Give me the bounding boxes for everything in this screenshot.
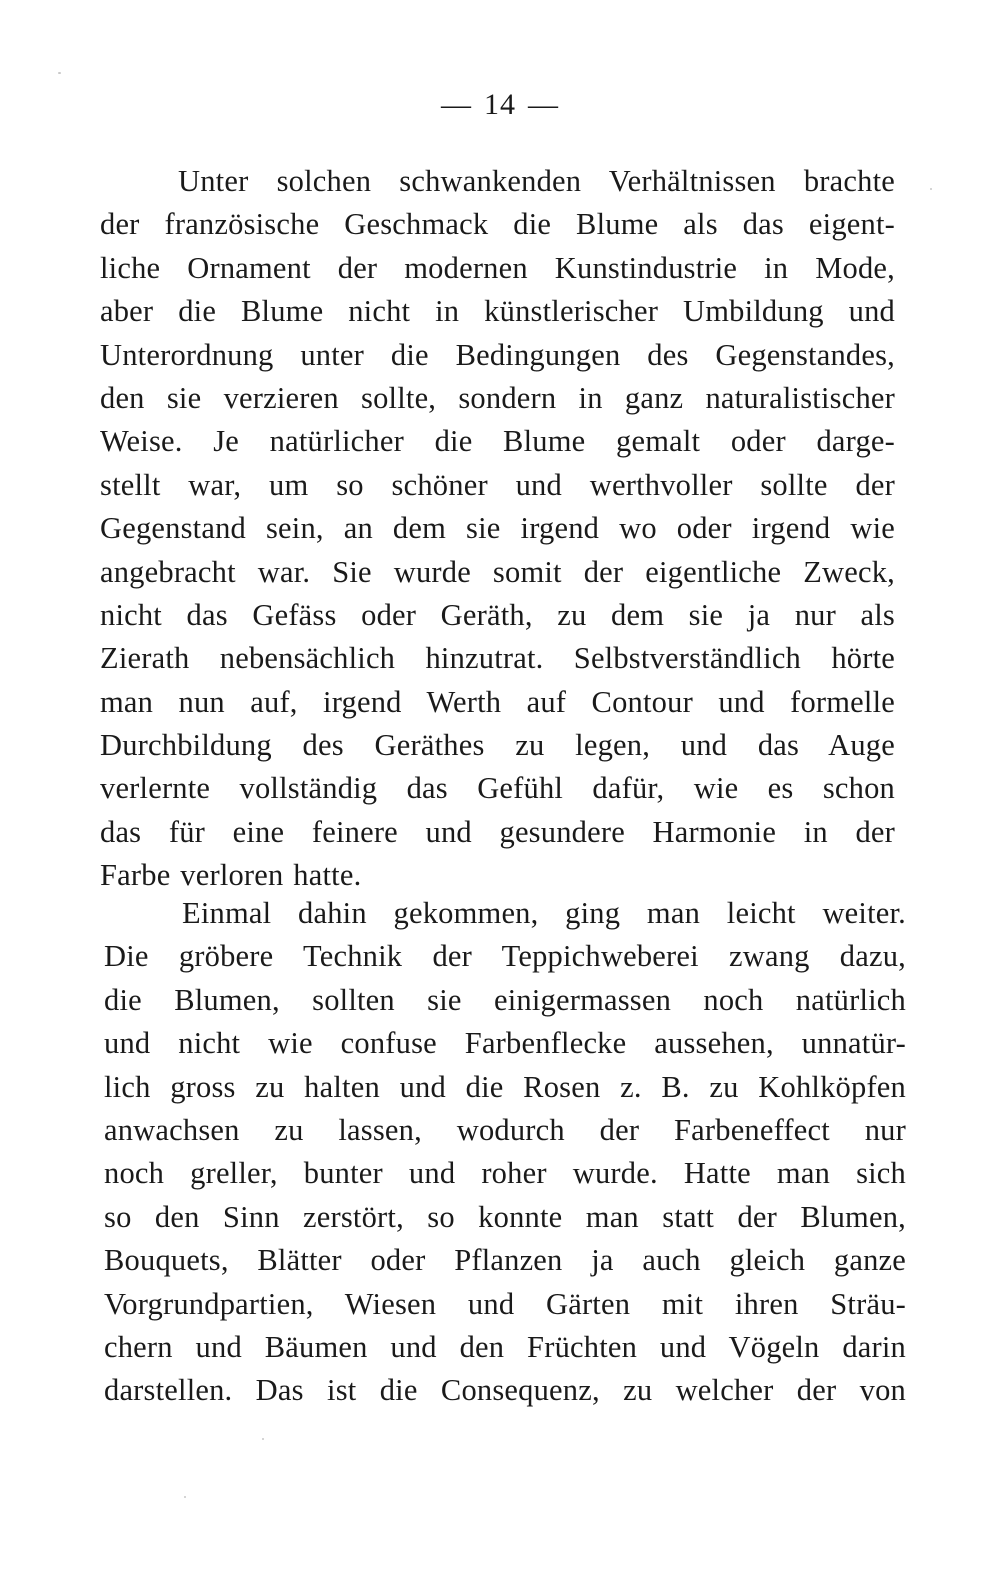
- text-line: die Blumen, sollten sie einigermassen noch natürlich: [104, 982, 906, 1017]
- text-line: den sie verzieren sollte, sondern in ganz naturalistischer: [100, 380, 895, 415]
- text-line: Zierath nebensächlich hinzutrat. Selbstverständlich hörte: [100, 641, 895, 676]
- text-line: darstellen. Das ist die Consequenz, zu welcher der von: [104, 1373, 906, 1408]
- text-line: noch greller, bunter und roher wurde. Hatte man sich: [104, 1156, 906, 1191]
- text-line: Die gröbere Technik der Teppichweberei zwang dazu,: [104, 939, 906, 974]
- text-line: der französische Geschmack die Blume als das eigent-: [100, 207, 895, 242]
- text-line: verlernte vollständig das Gefühl dafür, wie es schon: [100, 771, 895, 806]
- text-line: Unterordnung unter die Bedingungen des Gegenstandes,: [100, 337, 895, 372]
- text-line: und nicht wie confuse Farbenflecke aussehen, unnatür-: [104, 1026, 906, 1061]
- text-line: Farbe verloren hatte.: [100, 858, 362, 893]
- page-number-dash-left: —: [441, 88, 472, 121]
- text-line: Einmal dahin gekommen, ging man leicht weiter.: [182, 896, 906, 930]
- text-line: das für eine feinere und gesundere Harmonie in der: [100, 814, 895, 849]
- text-line: Bouquets, Blätter oder Pflanzen ja auch gleich ganze: [104, 1243, 906, 1278]
- text-line: aber die Blume nicht in künstlerischer Umbildung und: [100, 294, 895, 329]
- text-line: so den Sinn zerstört, so konnte man statt der Blumen,: [104, 1199, 906, 1234]
- text-line: stellt war, um so schöner und werthvoller sollte der: [100, 467, 895, 502]
- paragraph-1: [100, 160, 895, 898]
- page-number-header: [0, 88, 1000, 122]
- paper-speck: [58, 72, 61, 74]
- text-line: Unter solchen schwankenden Verhältnissen brachte: [178, 164, 895, 198]
- text-line: Durchbildung des Geräthes zu legen, und das Auge: [100, 728, 895, 763]
- paper-speck: [184, 1496, 186, 1498]
- text-line: anwachsen zu lassen, wodurch der Farbeneffect nur: [104, 1112, 906, 1147]
- paper-speck: [930, 188, 932, 190]
- text-line: Weise. Je natürlicher die Blume gemalt oder darge-: [100, 424, 895, 459]
- text-line: angebracht war. Sie wurde somit der eigentliche Zweck,: [100, 554, 895, 589]
- paragraph-2: [104, 892, 906, 1413]
- text-line: chern und Bäumen und den Früchten und Vögeln darin: [104, 1329, 906, 1364]
- page-number-dash-right: —: [528, 88, 559, 121]
- paper-speck: [262, 1438, 264, 1440]
- text-line: nicht das Gefäss oder Geräth, zu dem sie ja nur als: [100, 597, 895, 632]
- text-line: Vorgrundpartien, Wiesen und Gärten mit ihren Sträu-: [104, 1286, 906, 1321]
- text-line: liche Ornament der modernen Kunstindustrie in Mode,: [100, 250, 895, 285]
- text-line: man nun auf, irgend Werth auf Contour und formelle: [100, 684, 895, 719]
- text-line: lich gross zu halten und die Rosen z. B. zu Kohlköpfen: [104, 1069, 906, 1104]
- page-number: 14: [484, 88, 516, 121]
- text-line: Gegenstand sein, an dem sie irgend wo oder irgend wie: [100, 511, 895, 546]
